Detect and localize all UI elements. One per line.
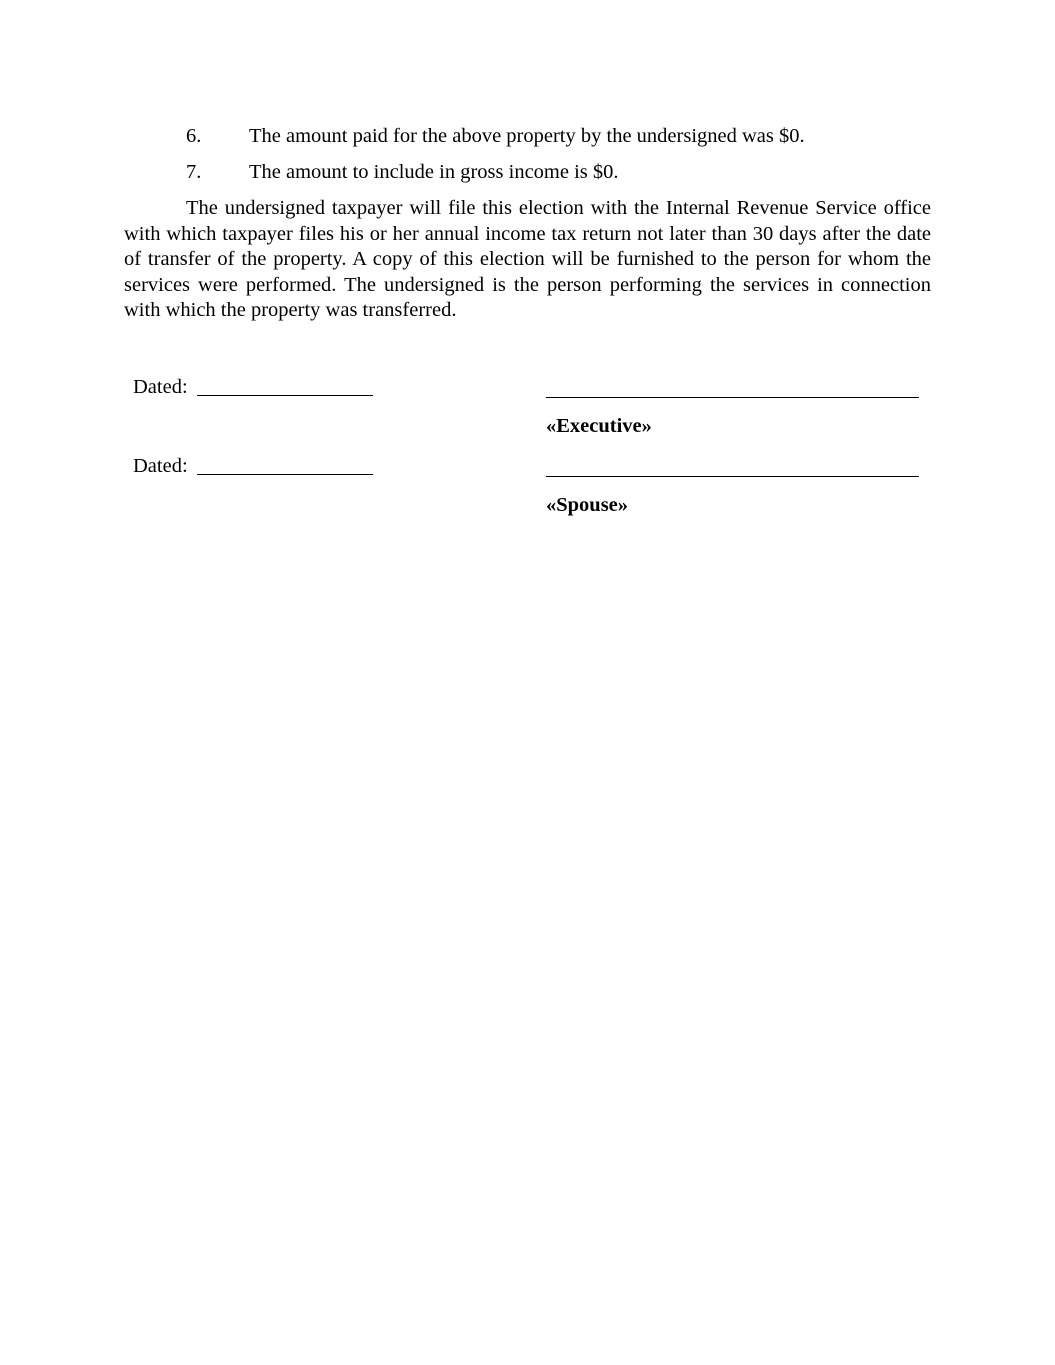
signer-name-executive: «Executive» — [546, 415, 652, 437]
signer-name-spouse: «Spouse» — [546, 494, 629, 516]
election-paragraph: The undersigned taxpayer will file this election with the Internal Revenue Service office with which taxpayer files his or her annual income tax return not later than 30 days after the date of transfer of the property. A copy of this election will be furnished to the person for whom the services were performed. The undersigned is the person performing the services in connection with which the property was transferred. — [124, 197, 931, 321]
list-item-text: The amount to include in gross income is $0. — [249, 161, 619, 183]
list-item — [0, 123, 1055, 149]
list-item-text: The amount paid for the above property by the undersigned was $0. — [249, 125, 805, 147]
dated-field-spouse — [133, 453, 373, 479]
dated-field-executive — [133, 374, 373, 400]
list-item-number: 7. — [186, 161, 202, 183]
list-item — [0, 159, 1055, 185]
date-blank-line — [197, 377, 373, 396]
signature-line-executive — [546, 397, 919, 398]
list-item-number: 6. — [186, 125, 202, 147]
date-blank-line — [197, 456, 373, 475]
signature-line-spouse — [546, 476, 919, 477]
dated-label: Dated: — [133, 376, 188, 398]
dated-label: Dated: — [133, 455, 188, 477]
